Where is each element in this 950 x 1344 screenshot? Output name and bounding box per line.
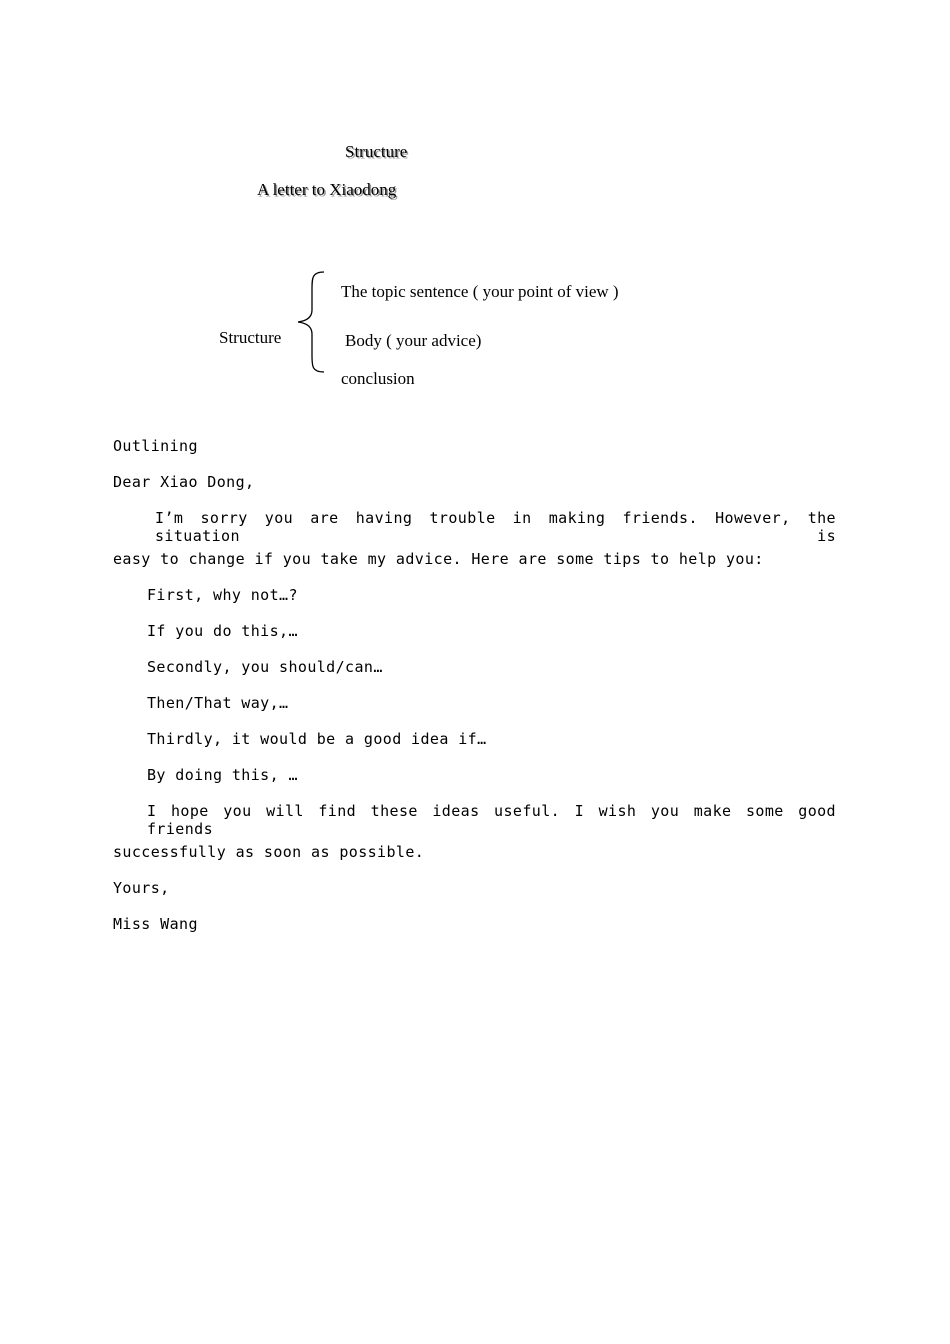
brace-icon [294, 270, 328, 374]
letter-paragraph-1-line-2: easy to change if you take my advice. Here are some tips to help you: [113, 550, 764, 568]
step-item: Then/That way,… [147, 694, 289, 712]
structure-label: Structure [219, 328, 282, 347]
step-item: First, why not…? [147, 586, 298, 604]
structure-item-body: Body ( your advice) [345, 331, 482, 350]
page-subtitle: A letter to Xiaodong [257, 180, 397, 199]
letter-closing: Yours, [113, 879, 170, 897]
step-item: Thirdly, it would be a good idea if… [147, 730, 487, 748]
letter-paragraph-1-line-1: I’m sorry you are having trouble in making friends. However, the situation is [155, 509, 836, 545]
letter-greeting: Dear Xiao Dong, [113, 473, 255, 491]
outline-heading: Outlining [113, 437, 198, 455]
step-item: By doing this, … [147, 766, 298, 784]
letter-signature: Miss Wang [113, 915, 198, 933]
letter-paragraph-2-line-1: I hope you will find these ideas useful. I wish you make some good friends [147, 802, 836, 838]
letter-paragraph-2-line-2: successfully as soon as possible. [113, 843, 425, 861]
step-item: Secondly, you should/can… [147, 658, 383, 676]
structure-item-topic: The topic sentence ( your point of view ) [341, 282, 619, 301]
structure-item-conclusion: conclusion [341, 369, 415, 388]
page-title: Structure [345, 142, 408, 161]
step-item: If you do this,… [147, 622, 298, 640]
